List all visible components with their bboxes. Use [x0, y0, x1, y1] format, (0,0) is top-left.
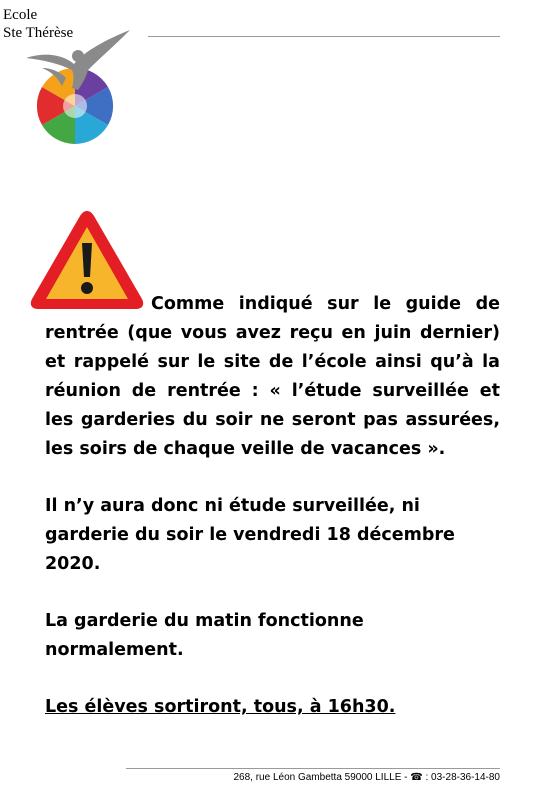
footer-divider	[126, 768, 500, 769]
footer-address: 268, rue Léon Gambetta 59000 LILLE - ☎ : 03-28-36-14-80	[233, 772, 500, 783]
school-name-line1: Ecole	[3, 7, 38, 23]
notice-paragraph-2: Il n’y aura donc ni étude surveillée, ni garderie du soir le vendredi 18 décembre 2020.	[45, 496, 455, 574]
notice-paragraph-4: Les élèves sortiront, tous, à 16h30.	[45, 697, 396, 717]
notice-text	[45, 290, 500, 722]
header-divider	[148, 36, 500, 37]
notice-paragraph-1: Comme indiqué sur le guide de rentrée (que vous avez reçu en juin dernier) et rappelé sur le site de l’école ainsi qu’à la réunion de rentrée : « l’étude surveillée et les garderies du soir ne seront pas assurées, les soirs de chaque veille de vacances ».	[45, 294, 500, 459]
school-logo-icon	[22, 24, 137, 146]
school-name-line2: Ste Thérèse	[3, 25, 74, 41]
notice-paragraph-3: La garderie du matin fonctionne normalement.	[45, 611, 364, 660]
